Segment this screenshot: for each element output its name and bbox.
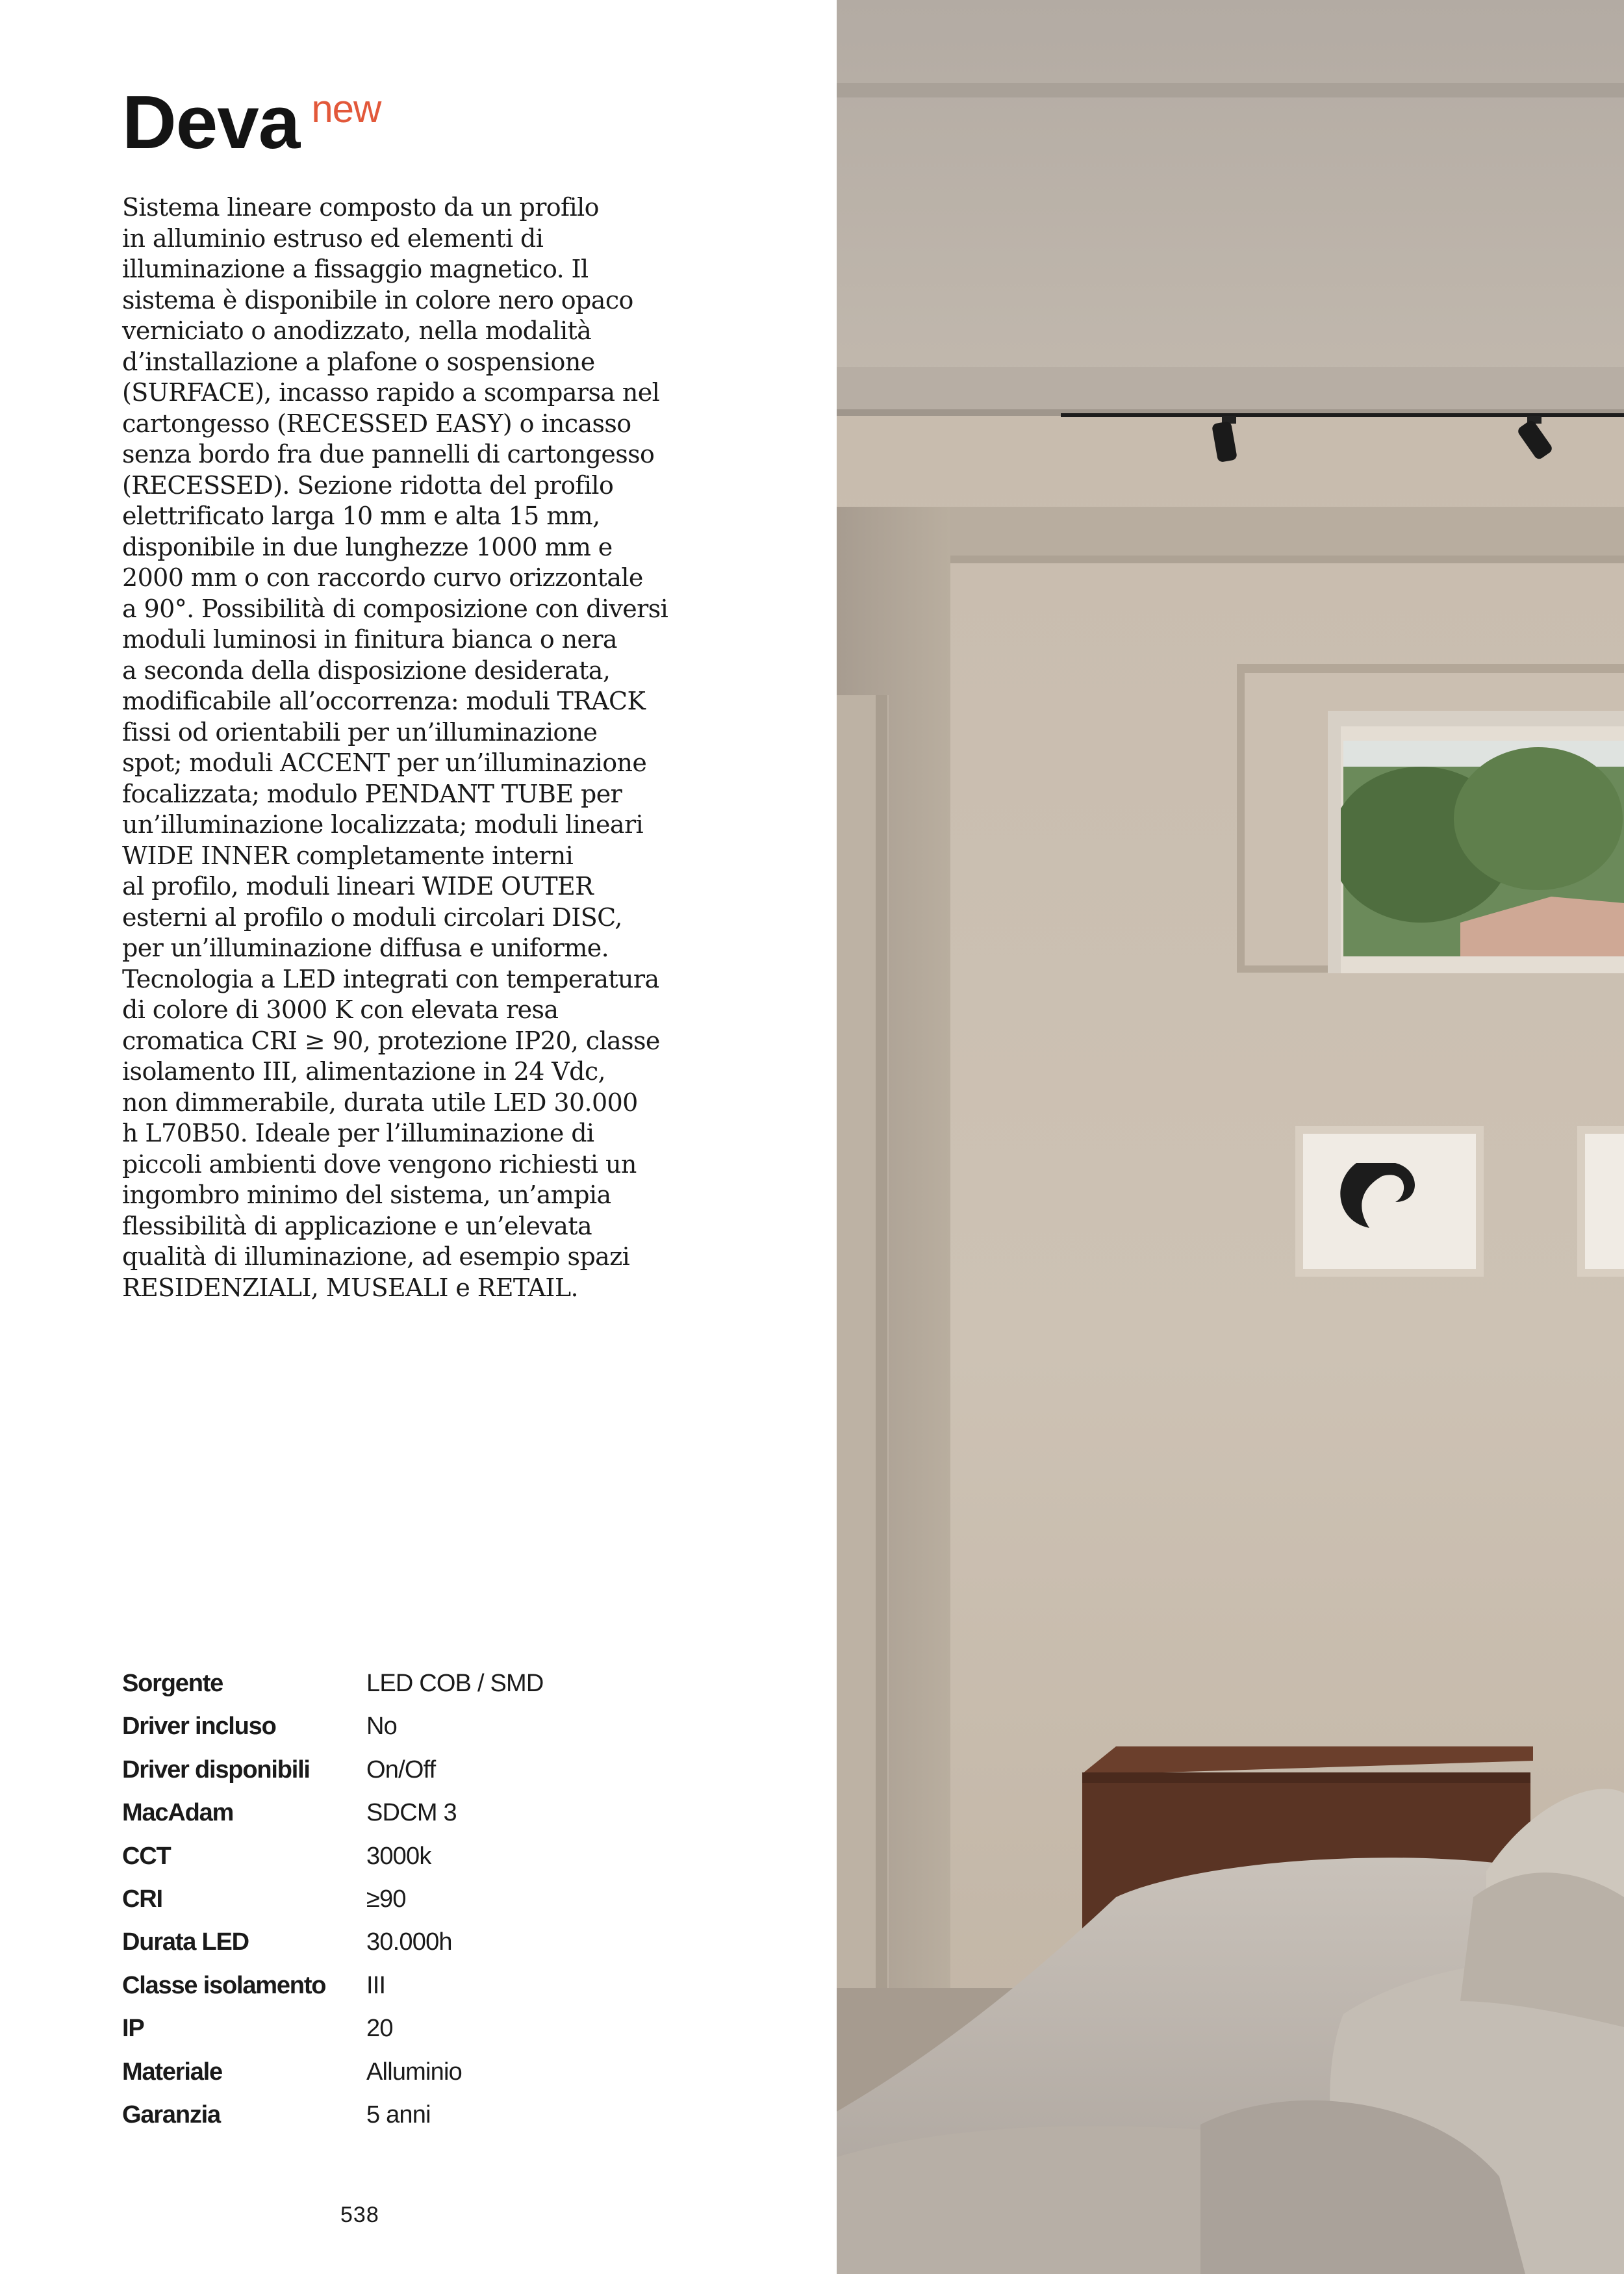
description-line: a seconda della disposizione desiderata, — [122, 656, 611, 685]
description-line: h L70B50. Ideale per l’illuminazione di — [122, 1119, 594, 1147]
description-line: senza bordo fra due pannelli di cartongesso — [122, 440, 655, 468]
window — [1237, 664, 1624, 973]
description-line: un’illuminazione localizzata; moduli lineari — [122, 810, 644, 839]
description-line: di colore di 3000 K con elevata resa — [122, 995, 559, 1024]
description-line: sistema è disponibile in colore nero opaco — [122, 285, 633, 314]
ceiling — [837, 0, 1624, 416]
spec-value: No — [366, 1713, 397, 1741]
soffit — [941, 507, 1624, 559]
description-line: fissi od orientabili per un’illuminazione — [122, 717, 598, 747]
spec-label: IP — [122, 2015, 144, 2043]
description-line: piccoli ambienti dove vengono richiesti un — [122, 1149, 637, 1179]
spec-value: 3000k — [366, 1842, 431, 1870]
ceiling-beam — [837, 83, 1624, 97]
description-line: ingombro minimo del sistema, un’ampia — [122, 1181, 611, 1209]
description-line: verniciato o anodizzato, nella modalità — [122, 316, 592, 345]
spec-label: CCT — [122, 1842, 171, 1870]
spec-label: Driver disponibili — [122, 1756, 310, 1783]
description-line: d’installazione a plafone o sospensione — [122, 347, 595, 376]
spec-value: Alluminio — [366, 2058, 462, 2086]
description-line: focalizzata; modulo PENDANT TUBE per — [122, 779, 622, 808]
description-line: Tecnologia a LED integrati con temperatura — [122, 964, 659, 993]
description-line: esterni al profilo o moduli circolari DISC, — [122, 902, 622, 932]
spec-label: Garanzia — [122, 2101, 220, 2128]
spec-label: Sorgente — [122, 1670, 223, 1697]
spec-value: 20 — [366, 2015, 393, 2043]
interior-photo — [837, 0, 1624, 2274]
description-line: disponibile in due lunghezze 1000 mm e — [122, 532, 613, 561]
description-line: non dimmerabile, durata utile LED 30.000 — [122, 1088, 638, 1117]
spec-value: SDCM 3 — [366, 1799, 457, 1827]
spec-value: On/Off — [366, 1756, 436, 1783]
description-line: flessibilità di applicazione e un’elevata — [122, 1211, 592, 1240]
soffit-edge — [941, 556, 1624, 563]
ceiling-beam — [837, 367, 1624, 413]
description-line: elettrificato larga 10 mm e alta 15 mm, — [122, 502, 600, 530]
spec-label: Driver incluso — [122, 1713, 276, 1741]
description-line: illuminazione a fissaggio magnetico. Il — [122, 255, 589, 283]
description-line: (SURFACE), incasso rapido a scomparsa nel — [122, 378, 660, 407]
spec-value: 30.000h — [366, 1928, 452, 1956]
spec-label: Classe isolamento — [122, 1971, 326, 1999]
description-line: WIDE INNER completamente interni — [122, 841, 574, 870]
product-title — [122, 80, 381, 164]
spec-value: III — [366, 1971, 386, 1999]
description-line: isolamento III, alimentazione in 24 Vdc, — [122, 1057, 605, 1086]
product-description — [122, 192, 668, 1303]
description-line: modificabile all’occorrenza: moduli TRACK — [122, 687, 646, 715]
description-line: RESIDENZIALI, MUSEALI e RETAIL. — [122, 1273, 578, 1302]
description-line: cartongesso (RECESSED EASY) o incasso — [122, 409, 631, 438]
product-name: Deva — [122, 80, 300, 164]
description-line: 2000 mm o con raccordo curvo orizzontale — [122, 563, 643, 592]
spec-label: CRI — [122, 1885, 162, 1913]
spec-label: MacAdam — [122, 1799, 234, 1827]
description-line: cromatica CRI ≥ 90, protezione IP20, classe — [122, 1026, 660, 1055]
spec-label: Materiale — [122, 2058, 222, 2086]
description-line: al profilo, moduli lineari WIDE OUTER — [122, 872, 594, 901]
spec-label: Durata LED — [122, 1928, 249, 1956]
description-line: spot; moduli ACCENT per un’illuminazione — [122, 748, 647, 777]
spec-value: ≥90 — [366, 1885, 406, 1913]
description-line: Sistema lineare composto da un profilo — [122, 193, 599, 222]
description-line: in alluminio estruso ed elementi di — [122, 224, 544, 253]
page-number: 538 — [340, 2203, 379, 2227]
description-line: (RECESSED). Sezione ridotta del profilo — [122, 470, 614, 500]
description-line: moduli luminosi in finitura bianca o nera — [122, 625, 617, 654]
description-line: qualità di illuminazione, ad esempio spazi — [122, 1242, 630, 1271]
description-line: a 90°. Possibilità di composizione con diversi — [122, 594, 668, 623]
new-badge: new — [311, 87, 381, 131]
spec-value: LED COB / SMD — [366, 1670, 544, 1697]
description-line: per un’illuminazione diffusa e uniforme. — [122, 934, 609, 962]
spec-value: 5 anni — [366, 2101, 431, 2128]
